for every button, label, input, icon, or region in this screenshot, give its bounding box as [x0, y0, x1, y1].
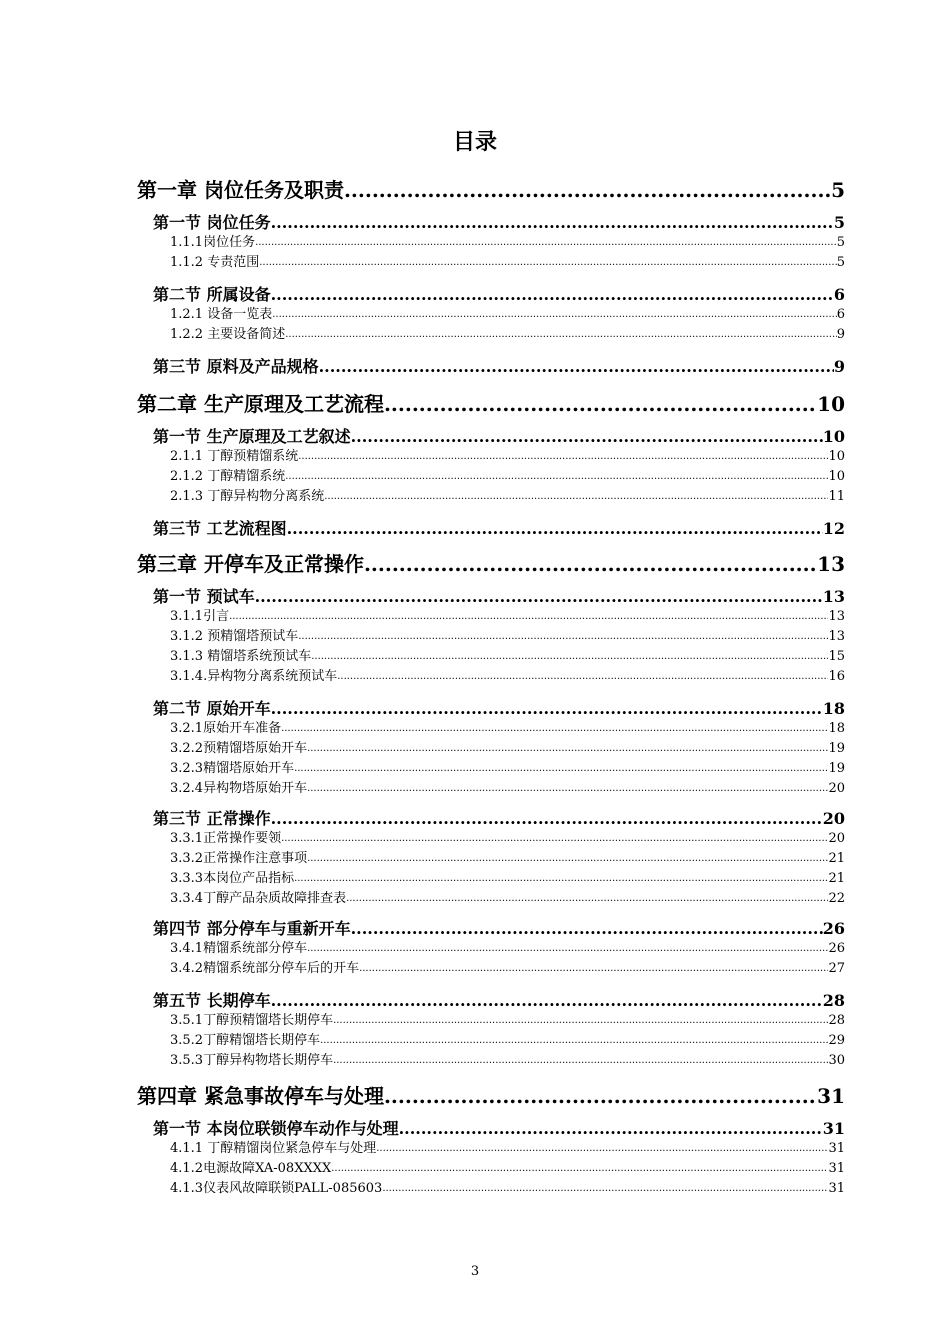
toc-entry-label: 第三节 工艺流程图 [153, 519, 287, 538]
toc-entry-label: 3.1.2 预精馏塔预试车 [170, 629, 299, 644]
dot-leader [281, 719, 828, 738]
toc-entry-label: 2.1.3 丁醇异构物分离系统 [170, 489, 325, 504]
toc-chapter-entry[interactable] [137, 1082, 845, 1110]
dot-leader [331, 1159, 828, 1178]
toc-sub-entry[interactable] [170, 468, 845, 486]
toc-section-entry[interactable] [153, 918, 845, 940]
toc-entry-page: 21 [828, 851, 845, 866]
dot-leader [298, 627, 828, 646]
toc-entry-label: 3.5.2丁醇精馏塔长期停车 [170, 1033, 321, 1048]
toc-section-entry[interactable] [153, 586, 845, 608]
dot-leader [307, 779, 828, 798]
toc-sub-entry[interactable] [170, 720, 845, 738]
dot-leader [319, 356, 834, 378]
dot-leader [281, 829, 828, 848]
toc-entry-label: 1.1.1岗位任务 [170, 235, 256, 250]
dot-leader [399, 1118, 823, 1140]
toc-entry-page: 28 [822, 991, 845, 1010]
toc-section-entry[interactable] [153, 990, 845, 1012]
page-number: 3 [470, 1264, 480, 1279]
dot-leader [271, 808, 823, 830]
toc-entry-label: 3.3.4丁醇产品杂质故障排查表 [170, 891, 347, 906]
dot-leader [294, 869, 828, 888]
toc-entry-label: 1.1.2 专责范围 [170, 255, 260, 270]
toc-entry-label: 3.1.3 精馏塔系统预试车 [170, 649, 312, 664]
toc-sub-entry[interactable] [170, 890, 845, 908]
toc-sub-entry[interactable] [170, 628, 845, 646]
toc-sub-entry[interactable] [170, 780, 845, 798]
toc-entry-label: 第三节 正常操作 [153, 809, 271, 828]
toc-entry-page: 31 [817, 1084, 845, 1108]
toc-entry-page: 29 [828, 1033, 845, 1048]
toc-entry-page: 10 [828, 449, 845, 464]
toc-sub-entry[interactable] [170, 306, 845, 324]
toc-entry-page: 18 [828, 721, 845, 736]
toc-entry-page: 19 [828, 761, 845, 776]
toc-sub-entry[interactable] [170, 830, 845, 848]
toc-title: 目录 [452, 129, 497, 155]
toc-entry-label: 第三节 原料及产品规格 [153, 357, 319, 376]
toc-sub-entry[interactable] [170, 1032, 845, 1050]
dot-leader [351, 426, 823, 448]
dot-leader [344, 176, 831, 204]
toc-entry-label: 3.3.1正常操作要领 [170, 831, 282, 846]
toc-sub-entry[interactable] [170, 1140, 845, 1158]
toc-entry-label: 第二章 生产原理及工艺流程 [137, 392, 384, 416]
dot-leader [298, 447, 828, 466]
toc-sub-entry[interactable] [170, 254, 845, 272]
toc-sub-entry[interactable] [170, 1012, 845, 1030]
dot-leader [359, 959, 828, 978]
toc-entry-page: 19 [828, 741, 845, 756]
toc-entry-label: 3.5.1丁醇预精馏塔长期停车 [170, 1013, 334, 1028]
toc-entry-label: 第二节 所属设备 [153, 285, 271, 304]
toc-sub-entry[interactable] [170, 960, 845, 978]
toc-sub-entry[interactable] [170, 760, 845, 778]
toc-section-entry[interactable] [153, 212, 845, 234]
dot-leader [307, 849, 828, 868]
dot-leader [271, 990, 823, 1012]
toc-sub-entry[interactable] [170, 668, 845, 686]
dot-leader [271, 284, 834, 306]
toc-entry-page: 13 [828, 629, 845, 644]
dot-leader [376, 1139, 828, 1158]
toc-entry-label: 第二节 原始开车 [153, 699, 271, 718]
toc-entry-label: 2.1.2 丁醇精馏系统 [170, 469, 286, 484]
dot-leader [259, 253, 837, 272]
toc-entry-page: 21 [828, 871, 845, 886]
toc-entry-label: 1.2.2 主要设备简述 [170, 327, 286, 342]
toc-entry-page: 30 [828, 1053, 845, 1068]
dot-leader [255, 233, 837, 252]
toc-entry-label: 3.2.3精馏塔原始开车 [170, 761, 295, 776]
dot-leader [272, 305, 837, 324]
toc-entry-label: 3.3.2正常操作注意事项 [170, 851, 308, 866]
toc-entry-label: 第四章 紧急事故停车与处理 [137, 1084, 384, 1108]
dot-leader [346, 889, 828, 908]
toc-entry-label: 3.5.3丁醇异构物塔长期停车 [170, 1053, 334, 1068]
dot-leader [255, 586, 823, 608]
dot-leader [351, 918, 823, 940]
toc-sub-entry[interactable] [170, 1052, 845, 1070]
toc-chapter-entry[interactable] [137, 550, 845, 578]
toc-entry-page: 15 [828, 649, 845, 664]
toc-entry-label: 3.2.4异构物塔原始开车 [170, 781, 308, 796]
toc-entry-label: 4.1.2电源故障XA-08XXXX [170, 1161, 332, 1176]
toc-entry-page: 6 [836, 307, 845, 322]
toc-entry-page: 22 [828, 891, 845, 906]
toc-entry-label: 第四节 部分停车与重新开车 [153, 919, 351, 938]
toc-entry-page: 5 [831, 178, 845, 202]
toc-section-entry[interactable] [153, 284, 845, 306]
toc-entry-page: 13 [817, 552, 845, 576]
toc-section-entry[interactable] [153, 356, 845, 378]
toc-entry-page: 18 [822, 699, 845, 718]
toc-entry-page: 9 [836, 327, 845, 342]
dot-leader [285, 325, 837, 344]
dot-leader [324, 487, 828, 506]
toc-section-entry[interactable] [153, 1118, 845, 1140]
toc-entry-page: 26 [828, 941, 845, 956]
dot-leader [271, 212, 834, 234]
toc-section-entry[interactable] [153, 426, 845, 448]
toc-entry-page: 26 [822, 919, 845, 938]
dot-leader [307, 939, 828, 958]
dot-leader [384, 1082, 817, 1110]
toc-section-entry[interactable] [153, 698, 845, 720]
toc-entry-label: 3.1.4.异构物分离系统预试车 [170, 669, 338, 684]
toc-entry-label: 4.1.3仪表风故障联锁PALL-085603 [170, 1181, 383, 1196]
toc-entry-label: 第一节 岗位任务 [153, 213, 271, 232]
dot-leader [229, 607, 828, 626]
toc-sub-entry[interactable] [170, 488, 845, 506]
dot-leader [307, 739, 828, 758]
toc-entry-page: 13 [822, 587, 845, 606]
dot-leader [287, 518, 823, 540]
toc-section-entry[interactable] [153, 518, 845, 540]
toc-sub-entry[interactable] [170, 234, 845, 252]
toc-section-entry[interactable] [153, 808, 845, 830]
toc-sub-entry[interactable] [170, 850, 845, 868]
dot-leader [384, 390, 817, 418]
toc-entry-label: 3.4.2精馏系统部分停车后的开车 [170, 961, 360, 976]
dot-leader [285, 467, 828, 486]
toc-entry-label: 1.2.1 设备一览表 [170, 307, 273, 322]
toc-entry-page: 5 [836, 235, 845, 250]
toc-sub-entry[interactable] [170, 648, 845, 666]
toc-entry-page: 20 [822, 809, 845, 828]
toc-entry-page: 5 [836, 255, 845, 270]
toc-entry-label: 第三章 开停车及正常操作 [137, 552, 364, 576]
toc-entry-page: 13 [828, 609, 845, 624]
toc-entry-page: 10 [828, 469, 845, 484]
toc-entry-page: 6 [833, 285, 845, 304]
dot-leader [333, 1011, 828, 1030]
toc-entry-page: 9 [833, 357, 845, 376]
toc-entry-label: 第一章 岗位任务及职责 [137, 178, 344, 202]
toc-entry-page: 31 [828, 1141, 845, 1156]
toc-sub-entry[interactable] [170, 1160, 845, 1178]
toc-entry-page: 10 [822, 427, 845, 446]
toc-entry-label: 第一节 生产原理及工艺叙述 [153, 427, 351, 446]
dot-leader [320, 1031, 828, 1050]
toc-entry-page: 10 [817, 392, 845, 416]
toc-sub-entry[interactable] [170, 940, 845, 958]
toc-sub-entry[interactable] [170, 1180, 845, 1198]
toc-entry-page: 5 [833, 213, 845, 232]
dot-leader [337, 667, 828, 686]
toc-entry-label: 3.3.3本岗位产品指标 [170, 871, 295, 886]
dot-leader [333, 1051, 828, 1070]
toc-chapter-entry[interactable] [137, 390, 845, 418]
toc-sub-entry[interactable] [170, 608, 845, 626]
toc-sub-entry[interactable] [170, 740, 845, 758]
toc-entry-label: 第一节 预试车 [153, 587, 255, 606]
dot-leader [364, 550, 817, 578]
toc-entry-page: 28 [828, 1013, 845, 1028]
toc-entry-label: 3.2.2预精馏塔原始开车 [170, 741, 308, 756]
toc-sub-entry[interactable] [170, 870, 845, 888]
toc-entry-label: 第五节 长期停车 [153, 991, 271, 1010]
toc-entry-page: 31 [828, 1161, 845, 1176]
toc-entry-page: 16 [828, 669, 845, 684]
toc-entry-page: 31 [828, 1181, 845, 1196]
toc-entry-page: 12 [822, 519, 845, 538]
dot-leader [271, 698, 823, 720]
toc-entry-label: 第一节 本岗位联锁停车动作与处理 [153, 1119, 399, 1138]
toc-entry-page: 20 [828, 831, 845, 846]
toc-sub-entry[interactable] [170, 326, 845, 344]
dot-leader [311, 647, 828, 666]
toc-chapter-entry[interactable] [137, 176, 845, 204]
toc-entry-page: 27 [828, 961, 845, 976]
dot-leader [294, 759, 828, 778]
toc-entry-page: 31 [822, 1119, 845, 1138]
toc-entry-page: 20 [828, 781, 845, 796]
toc-entry-page: 11 [828, 489, 845, 504]
toc-entry-label: 2.1.1 丁醇预精馏系统 [170, 449, 299, 464]
dot-leader [382, 1179, 828, 1198]
toc-entry-label: 3.1.1引言 [170, 609, 230, 624]
toc-entry-label: 3.2.1原始开车准备 [170, 721, 282, 736]
toc-entry-label: 4.1.1 丁醇精馏岗位紧急停车与处理 [170, 1141, 377, 1156]
toc-sub-entry[interactable] [170, 448, 845, 466]
toc-entry-label: 3.4.1精馏系统部分停车 [170, 941, 308, 956]
